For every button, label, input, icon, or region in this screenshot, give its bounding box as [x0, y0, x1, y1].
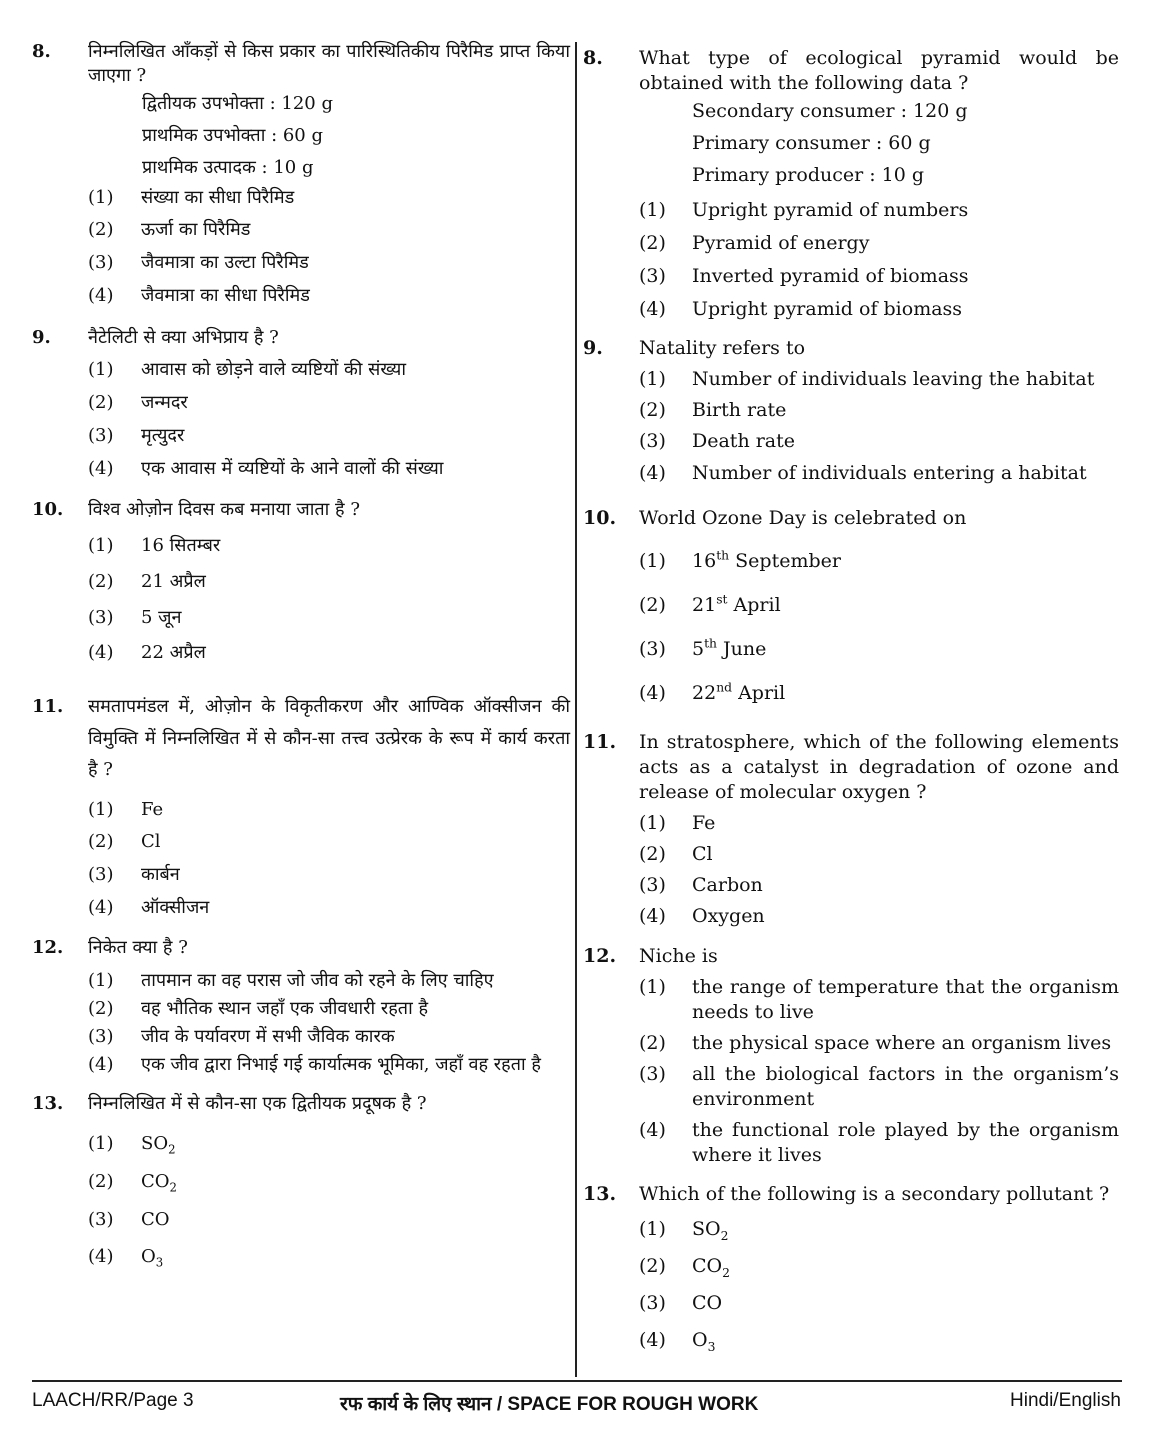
question-10-en: 10. World Ozone Day is celebrated on (1) 16th September (2) 21st April (3) 5th June (4) 22nd April	[583, 506, 967, 704]
question-11-en: 11. In stratosphere, which of the following elements acts as a catalyst in degradation of ozone and release of molecular oxygen ? (1) Fe (2) Cl (3) Carbon (4) Oxygen	[583, 730, 1119, 928]
option-text: संख्या का सीधा पिरैमिड	[141, 186, 295, 208]
page-code: LAACH/RR/Page 3	[32, 1390, 194, 1411]
footer-rule	[32, 1380, 1122, 1382]
hindi-column	[32, 40, 570, 1269]
question-8-hi: 8. निम्नलिखित आँकड़ों से किस प्रकार का पारिस्थितिकीय पिरैमिड प्राप्त किया जाएगा ? द्वितीयक उपभोक्ता : 120 g प्राथमिक उपभोक्ता : 60 g प्राथमिक उत्पादक : 10 g (1) संख्या का सीधा पिरैमिड (2) ऊर्जा का पिरैमिड (3) जैवमात्रा का उल्टा पिरैमिड (4) जैवमात्रा का सीधा पिरैमिड	[32, 41, 570, 306]
question-text: नैटेलिटी से क्या अभिप्राय है ?	[88, 326, 279, 348]
question-number: 8.	[32, 41, 51, 62]
question-10-hi: 10. विश्व ओज़ोन दिवस कब मनाया जाता है ? (1) 16 सितम्बर (2) 21 अप्रैल (3) 5 जून (4) 22 अप्रैल	[32, 499, 360, 664]
option-text: जैवमात्रा का उल्टा पिरैमिड	[141, 252, 309, 274]
question-13-en: 13. Which of the following is a secondary pollutant ? (1) $SO_2$ (2) $CO_2$ (3) CO (4) $O_3$	[583, 1183, 1110, 1355]
english-column	[583, 40, 1119, 1354]
question-12-en: 12. Niche is (1) the range of temperature that the organism needs to live (2) the physical space where an organism lives (3) all the biological factors in the organism’s environment (4) the functional role played by the organism where it lives	[583, 944, 1119, 1167]
question-text: निम्नलिखित आँकड़ों से किस प्रकार का पारिस्थितिकीय पिरैमिड प्राप्त किया जाएगा ?	[88, 41, 570, 86]
question-9-hi: 9. नैटेलिटी से क्या अभिप्राय है ? (1) आवास को छोड़ने वाले व्यष्टियों की संख्या (2) जन्मदर (3) मृत्युदर (4) एक आवास में व्यष्टियों के आने वालों की संख्या	[32, 326, 570, 481]
question-8-en: 8. What type of ecological pyramid would be obtained with the following data ? Secondary consumer : 120 g Primary consumer : 60 g Primary producer : 10 g (1) Upright pyramid of numbers (2) Pyramid of energy (3) Inverted pyramid of biomass (4) Upright pyramid of biomass	[583, 47, 1119, 321]
option-text: जैवमात्रा का सीधा पिरैमिड	[141, 284, 310, 306]
data-line: द्वितीयक उपभोक्ता : 120 g	[142, 92, 334, 114]
option-text: ऊर्जा का पिरैमिड	[141, 219, 251, 241]
rough-work-label: रफ कार्य के लिए स्थान / SPACE FOR ROUGH WORK	[340, 1394, 759, 1415]
data-line: प्राथमिक उत्पादक : 10 g	[142, 156, 314, 178]
question-9-en: 9. Natality refers to (1) Number of individuals leaving the habitat (2) Birth rate (3) Death rate (4) Number of individuals entering a habitat	[583, 337, 1095, 484]
data-line: प्राथमिक उपभोक्ता : 60 g	[142, 124, 324, 146]
question-11-hi: 11. समतापमंडल में, ओज़ोन के विकृतीकरण और आण्विक ऑक्सीजन की विमुक्ति में निम्नलिखित में से कौन-सा तत्त्व उत्प्रेरक के रूप में कार्य करता है ? (1) Fe (2) Cl (3) कार्बन (4) ऑक्सीजन	[32, 696, 570, 918]
column-divider	[575, 42, 577, 1377]
language-label: Hindi/English	[1010, 1390, 1121, 1411]
question-12-hi: 12. निकेत क्या है ? (1) तापमान का वह परास जो जीव को रहने के लिए चाहिए (2) वह भौतिक स्थान जहाँ एक जीवधारी रहता है (3) जीव के पर्यावरण में सभी जैविक कारक (4) एक जीव द्वारा निभाई गई कार्यात्मक भूमिका, जहाँ वह रहता है	[32, 936, 541, 1075]
question-13-hi: 13. निम्नलिखित में से कौन-सा एक द्वितीयक प्रदूषक है ? (1) $SO_2$ (2) $CO_2$ (3) CO (4) $O_3$	[32, 1093, 427, 1270]
